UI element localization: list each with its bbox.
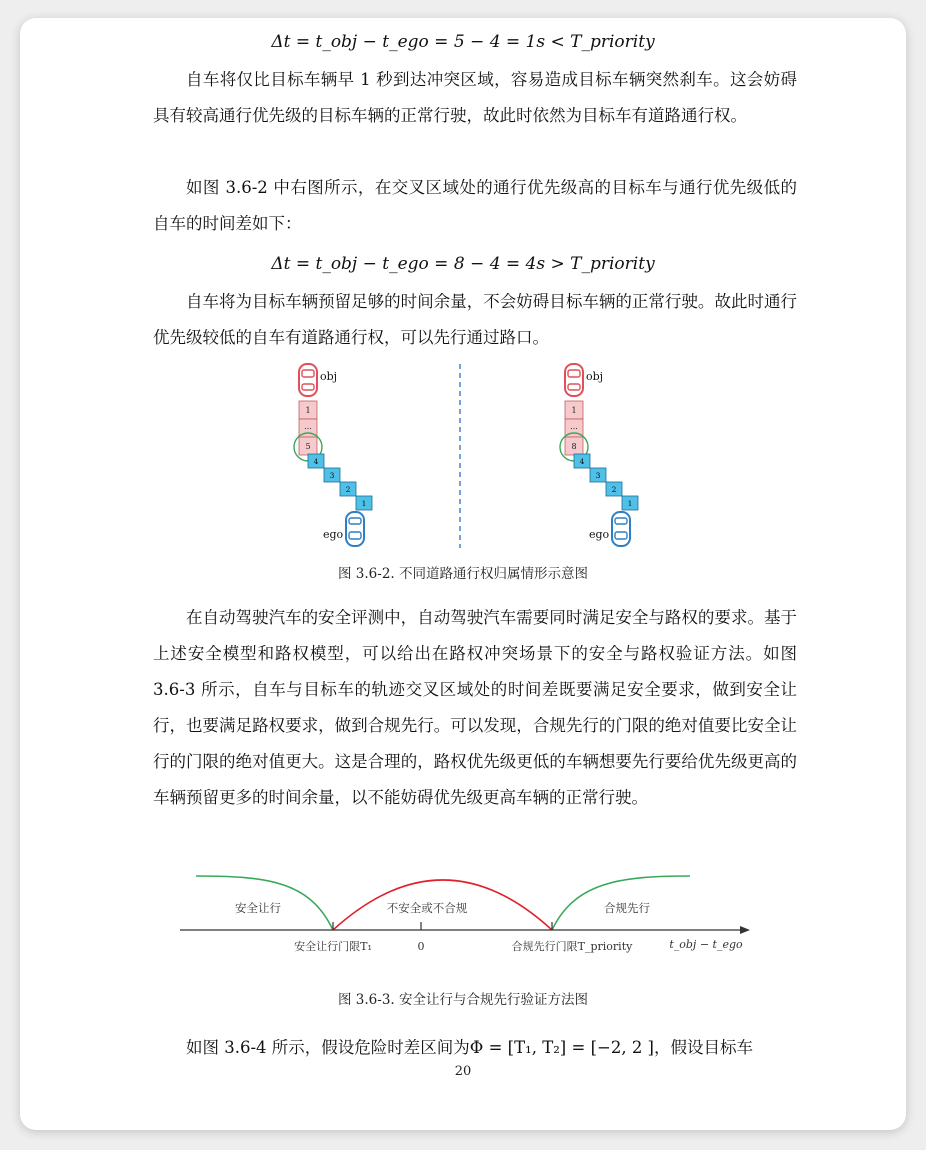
figure-caption-3-6-3: 图 3.6-3. 安全让行与合规先行验证方法图	[338, 992, 588, 1008]
paragraph-5: 如图 3.6-4 所示，假设危险时差区间为Φ = [T₁, T₂] = [−2, 2 ]，假设目标车	[186, 1038, 753, 1057]
document-page	[20, 18, 906, 1130]
figure-verification-method	[20, 870, 906, 960]
axis-label: t_obj − t_ego	[669, 938, 743, 951]
time-axis-arrow	[740, 926, 750, 934]
page-number: 20	[454, 1064, 472, 1079]
formula-delta-t-2: Δt = t_obj − t_ego = 8 − 4 = 4s > T_priority	[271, 254, 655, 274]
obj-cell-label: ...	[570, 422, 578, 431]
formula-delta-t-1: Δt = t_obj − t_ego = 5 − 4 = 1s < T_priority	[271, 32, 655, 52]
figure-caption-3-6-2: 图 3.6-2. 不同道路通行权归属情形示意图	[338, 566, 588, 582]
obj-cell-label: 1	[305, 406, 311, 415]
region-compliant-label: 合规先行	[604, 901, 650, 915]
obj-cell-label: 8	[571, 442, 577, 451]
right-panel	[560, 364, 638, 546]
ego-car-icon	[612, 512, 630, 546]
figure-road-right-diagram	[20, 356, 906, 556]
threshold-priority-label: 合规先行门限T_priority	[511, 940, 633, 953]
ego-car-icon	[346, 512, 364, 546]
obj-cell-label: ...	[304, 422, 312, 431]
ego-cell-label: 1	[627, 499, 633, 508]
paragraph-4: 在自动驾驶汽车的安全评测中，自动驾驶汽车需要同时满足安全与路权的要求。基于上述安全模型和路权模型，可以给出在路权冲突场景下的安全与路权验证方法。如图 3.6-3 所示，自车与目标车的轨迹交叉区域处的时间差既要满足安全要求，做到安全让行，也要满足路权要求，做到合规先行。可以发现，合规先行的门限的绝对值要比安全让行的门限的绝对值更大。这是合理的，路权优先级更低的车辆想要先行要给优先级更高的车辆预留更多的时间余量，以不能妨碍优先级更高车辆的正常行驶。	[153, 608, 797, 807]
obj-cell-label: 1	[571, 406, 577, 415]
ego-cell-label: 4	[579, 457, 585, 466]
paragraph-3: 自车将为目标车辆预留足够的时间余量，不会妨碍目标车辆的正常行驶。故此时通行优先级较低的自车有道路通行权，可以先行通过路口。	[153, 292, 797, 347]
ego-cell-label: 4	[313, 457, 319, 466]
obj-label: obj	[586, 370, 604, 383]
ego-cell-label: 1	[361, 499, 367, 508]
paragraph-1: 自车将仅比目标车辆早 1 秒到达冲突区域，容易造成目标车辆突然刹车。这会妨碍具有较高通行优先级的目标车辆的正常行驶，故此时依然为目标车有道路通行权。	[153, 70, 797, 125]
ego-label: ego	[589, 528, 610, 541]
ego-cell-label: 3	[595, 471, 601, 480]
zero-tick-label: 0	[417, 940, 425, 953]
obj-cell-label: 5	[305, 442, 311, 451]
region-unsafe-label: 不安全或不合规	[386, 901, 468, 915]
ego-cell-label: 2	[345, 485, 351, 494]
obj-label: obj	[320, 370, 338, 383]
obj-car-icon	[299, 364, 317, 396]
ego-cell-label: 2	[611, 485, 617, 494]
obj-car-icon	[565, 364, 583, 396]
left-panel	[294, 364, 372, 546]
threshold-t1-label: 安全让行门限T₁	[294, 940, 372, 953]
ego-label: ego	[323, 528, 344, 541]
region-safe-yield-label: 安全让行	[235, 901, 281, 915]
ego-cell-label: 3	[329, 471, 335, 480]
paragraph-2: 如图 3.6-2 中右图所示，在交叉区域处的通行优先级高的目标车与通行优先级低的自车的时间差如下：	[153, 178, 797, 233]
